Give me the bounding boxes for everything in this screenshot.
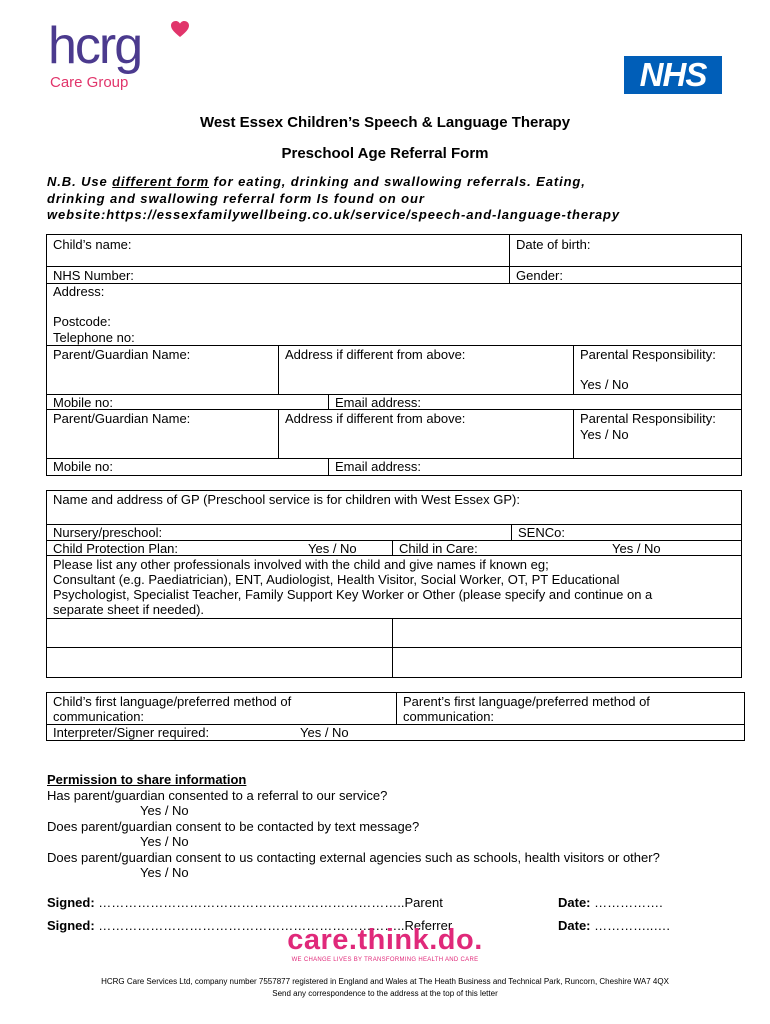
parent-signature-line[interactable]: Signed: ……………………………………………………………..Parent <box>47 895 443 910</box>
consent-agencies-question: Does parent/guardian consent to us contacting external agencies such as schools, health visitors or other? <box>47 850 660 865</box>
child-in-care-label: Child in Care: <box>399 541 478 556</box>
nhs-number-field[interactable]: NHS Number: <box>53 268 134 283</box>
consent-agencies-yes-no[interactable]: Yes / No <box>140 865 189 880</box>
nhs-logo <box>624 56 722 94</box>
parent-language-label-1: Parent’s first language/preferred method of <box>403 694 650 709</box>
professional-entry-3[interactable] <box>47 648 391 677</box>
parent1-responsibility-yes-no[interactable]: Yes / No <box>580 377 629 392</box>
consent-text-question: Does parent/guardian consent to be contacted by text message? <box>47 819 420 834</box>
parent-language-field[interactable]: communication: <box>403 709 495 724</box>
page-title: West Essex Children’s Speech & Language Therapy <box>199 114 571 131</box>
interpreter-yes-no[interactable]: Yes / No <box>300 725 349 740</box>
professional-entry-2[interactable] <box>393 619 741 646</box>
parent2-email-field[interactable]: Email address: <box>335 459 421 474</box>
nb-line-3: website:https://essexfamilywellbeing.co.uk/service/speech-and-language-therapy <box>47 207 621 222</box>
consent-referral-question: Has parent/guardian consented to a referral to our service? <box>47 788 388 803</box>
care-think-do-logo <box>0 924 770 964</box>
nb-line-1: N.B. Use different form for eating, drinking and swallowing referrals. Eating, <box>47 174 586 189</box>
heart-icon <box>170 20 190 38</box>
consent-referral-yes-no[interactable]: Yes / No <box>140 803 189 818</box>
child-language-label-1: Child’s first language/preferred method of <box>53 694 292 709</box>
telephone-field[interactable]: Telephone no: <box>53 330 135 345</box>
different-form-link[interactable]: different form <box>112 174 210 189</box>
nb-note <box>47 174 620 224</box>
consent-text-yes-no[interactable]: Yes / No <box>140 834 189 849</box>
nhs-logo-text: NHS <box>639 56 707 93</box>
professionals-line-1: Please list any other professionals involved with the child and give names if known eg; <box>53 557 549 572</box>
parent1-name-field[interactable]: Parent/Guardian Name: <box>53 347 191 362</box>
parent2-responsibility-label: Parental Responsibility: <box>580 411 716 426</box>
gp-field[interactable]: Name and address of GP (Preschool service is for children with West Essex GP): <box>53 492 520 507</box>
address-field[interactable]: Address: <box>53 284 105 299</box>
interpreter-label: Interpreter/Signer required: <box>53 725 210 740</box>
nursery-field[interactable]: Nursery/preschool: <box>53 525 163 540</box>
child-protection-yes-no[interactable]: Yes / No <box>308 541 357 556</box>
professionals-line-3: Psychologist, Specialist Teacher, Family Support Key Worker or Other (please specify and continue on a <box>53 587 653 602</box>
professionals-line-2: Consultant (e.g. Paediatrician), ENT, Audiologist, Health Visitor, Social Worker, OT, PT Educational <box>53 572 620 587</box>
hcrg-logo <box>48 17 198 95</box>
child-protection-label: Child Protection Plan: <box>53 541 179 556</box>
childs-name-field[interactable]: Child’s name: <box>53 237 132 252</box>
referrer-signature-line[interactable]: Signed: ……………………………………………………………..Referrer <box>47 918 453 933</box>
referrer-date-line[interactable]: Date: …………..…. <box>558 918 670 933</box>
nb-line-2: drinking and swallowing referral form Is found on our <box>47 190 425 206</box>
care-think-do-tagline: WE CHANGE LIVES BY TRANSFORMING HEALTH AND CARE <box>291 957 479 963</box>
parent1-responsibility-label: Parental Responsibility: <box>580 347 716 362</box>
professionals-line-4: separate sheet if needed). <box>53 602 205 617</box>
footer-company-info: HCRG Care Services Ltd, company number 7557877 registered in England and Wales at The Heath Business and Technical Park, Runcorn, Cheshire WA7 4QX <box>101 977 669 986</box>
date-of-birth-field[interactable]: Date of birth: <box>516 237 591 252</box>
parent1-email-field[interactable]: Email address: <box>335 395 421 410</box>
gender-field[interactable]: Gender: <box>516 268 563 283</box>
child-language-field[interactable]: communication: <box>53 709 145 724</box>
form-subtitle: Preschool Age Referral Form <box>281 145 489 162</box>
parent2-address-field[interactable]: Address if different from above: <box>285 411 466 426</box>
professional-entry-4[interactable] <box>393 648 741 677</box>
parent2-name-field[interactable]: Parent/Guardian Name: <box>53 411 191 426</box>
parent1-address-field[interactable]: Address if different from above: <box>285 347 466 362</box>
footer-correspondence-note: Send any correspondence to the address at the top of this letter <box>272 989 498 998</box>
permission-heading: Permission to share information <box>47 772 247 787</box>
hcrg-logo-sub: Care Group <box>50 74 129 91</box>
professional-entry-1[interactable] <box>47 619 391 646</box>
postcode-field[interactable]: Postcode: <box>53 314 111 329</box>
parent-date-line[interactable]: Date: ……………. <box>558 895 663 910</box>
senco-field[interactable]: SENCo: <box>518 525 565 540</box>
parent2-mobile-field[interactable]: Mobile no: <box>53 459 113 474</box>
parent2-responsibility-yes-no[interactable]: Yes / No <box>580 427 629 442</box>
child-in-care-yes-no[interactable]: Yes / No <box>612 541 661 556</box>
hcrg-logo-word: hcrg <box>48 17 142 75</box>
parent1-mobile-field[interactable]: Mobile no: <box>53 395 113 410</box>
care-think-do-main: care.think.do. <box>287 924 483 956</box>
